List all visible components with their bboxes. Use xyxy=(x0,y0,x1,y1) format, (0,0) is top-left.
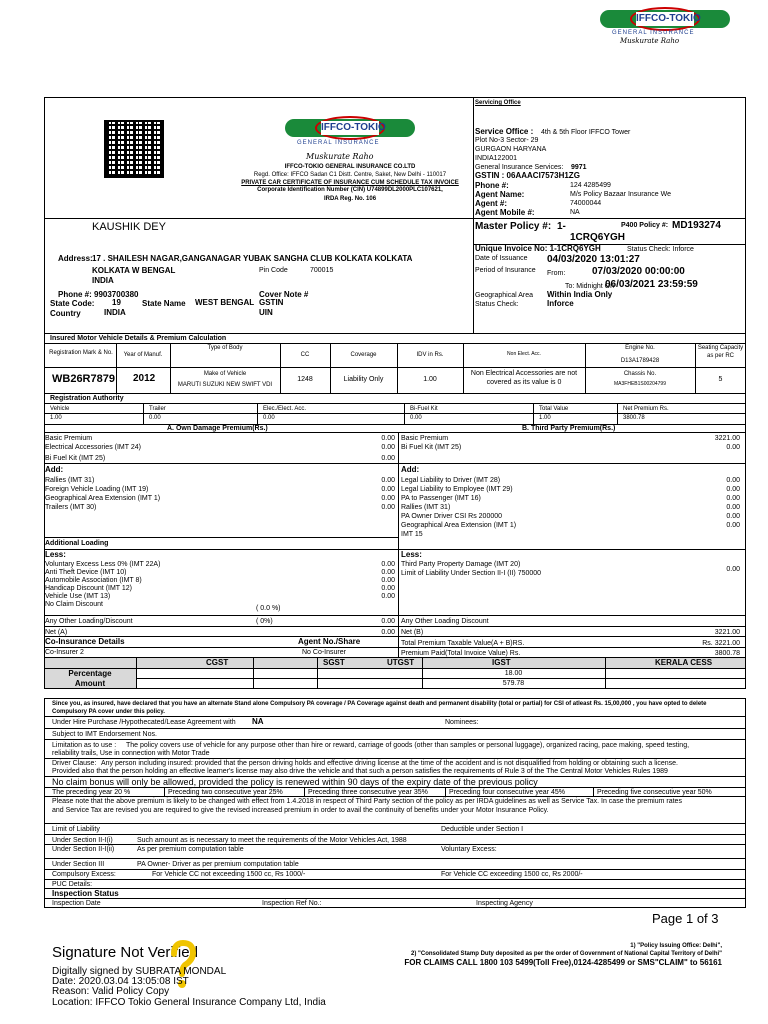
reg-auth-head: Total Value xyxy=(539,406,569,412)
terms-line14 xyxy=(44,888,746,889)
tax-head: CGST xyxy=(206,658,229,667)
h-year: Year of Manuf. xyxy=(123,352,163,358)
tax-col xyxy=(136,657,137,688)
qr-code xyxy=(104,120,164,178)
h-reg: Registration Mark & No. xyxy=(49,350,113,356)
igst-pct: 18.00 xyxy=(504,670,523,677)
insp-agency: Inspecting Agency xyxy=(476,900,533,907)
driver-label: Driver Clause: xyxy=(52,760,97,767)
terms-line7 xyxy=(44,796,746,797)
pin-label: Pin Code xyxy=(259,267,288,274)
vehicle-col1 xyxy=(116,343,117,393)
status-check-top: Status Check: Inforce xyxy=(627,246,694,253)
from-date: 07/03/2020 00:00:00 xyxy=(592,266,685,277)
signed-by: Digitally signed by SUBRATA MONDAL xyxy=(52,966,227,977)
od-net-label: Net (A) xyxy=(45,629,68,636)
od-less-label: Vehicle Use (IMT 13) xyxy=(45,593,111,600)
vol: Voluntary Excess: xyxy=(441,846,497,853)
terms-line12 xyxy=(44,869,746,870)
taxable-label: Total Premium Taxable Value(A + B)RS. xyxy=(401,640,525,647)
coins-sub-line xyxy=(44,647,746,648)
agent-name: M/s Policy Bazaar Insurance We xyxy=(570,191,672,198)
center-logo-text: IFFCO-TOKIO xyxy=(321,122,386,133)
uin-label: UIN xyxy=(259,308,273,317)
center-tagline: Muskurate Raho xyxy=(306,152,374,161)
coverage: Liability Only xyxy=(343,376,384,383)
master-policy-label: Master Policy #: xyxy=(475,221,552,232)
tp-add-val: 0.00 xyxy=(726,495,740,502)
coins-line xyxy=(44,636,746,637)
address-label: Address: xyxy=(58,254,93,263)
tp-row-val: 3221.00 xyxy=(714,435,740,442)
vehicle-top-line xyxy=(44,333,746,334)
vehicle-col5 xyxy=(397,343,398,393)
tax-head: IGST xyxy=(492,658,511,667)
od-less-label: No Claim Discount xyxy=(45,601,103,608)
tp-less-label: Third Party Property Damage (IMT 20) xyxy=(401,561,521,568)
ncb-col xyxy=(304,787,305,796)
comp2: For Vehicle CC exceeding 1500 cc, Rs 2000/- xyxy=(441,871,583,878)
nonelec-note: Non Electrical Accessories are not covered as its value is 0 xyxy=(470,370,578,386)
tax-line2 xyxy=(44,678,746,679)
s3v: PA Owner- Driver as per premium computation table xyxy=(137,861,299,868)
od-less-label: Automobile Association (IMT 8) xyxy=(45,577,142,584)
terms-line10 xyxy=(44,844,746,845)
s22: Under Section II-I(ii) xyxy=(52,846,115,853)
tp-add-label: Rallies (IMT 31) xyxy=(401,504,451,511)
od-add-val: 0.00 xyxy=(381,504,395,511)
tax-head: KERALA CESS xyxy=(655,658,713,667)
reg-auth-val: 1.00 xyxy=(50,415,62,421)
geo-value: Within India Only xyxy=(547,290,613,299)
state-code: 19 xyxy=(112,298,121,307)
tax-pct-label: Percentage xyxy=(68,669,112,678)
issuance-date: 04/03/2020 13:01:27 xyxy=(547,254,640,265)
tax-col xyxy=(317,657,318,688)
tax-col xyxy=(253,657,254,688)
tp-other-label: Any Other Loading Discount xyxy=(401,618,489,625)
gis-value: 9971 xyxy=(571,164,587,171)
driver2: Provided also that the person holding an effective learner's license may also drive the vehicle and that such a person satisfies the requirements of Rule 3 of the The Central Motor Vehicles Rules 1989 xyxy=(52,768,668,775)
tp-less-val: 0.00 xyxy=(726,566,740,573)
status-label: Status Check: xyxy=(475,301,519,308)
premium-title-line xyxy=(44,424,746,425)
ncb-item: Preceding three consecutive year 35% xyxy=(308,789,428,796)
gis-label: General Insurance Services: xyxy=(475,164,564,171)
country: INDIA xyxy=(104,308,126,317)
ncb-col xyxy=(445,787,446,796)
city: KOLKATA W BENGAL xyxy=(92,266,176,275)
od-row-val: 0.00 xyxy=(381,455,395,462)
tp-row-label: Bi Fuel Kit (IMT 25) xyxy=(401,444,462,451)
less-line xyxy=(44,549,746,550)
footnote1: 1) "Policy Issuing Office: Delhi", xyxy=(630,943,722,949)
reg-auth-head: Vehicle xyxy=(50,406,70,412)
sign-date: Date: 2020.03.04 13:05:08 IST xyxy=(52,976,189,987)
terms-line11 xyxy=(44,858,746,859)
idv: 1.00 xyxy=(423,376,437,383)
h-seat: Seating Capacity as per RC xyxy=(697,345,744,359)
vehicle-col8 xyxy=(695,343,696,393)
center-logo-sub: GENERAL INSURANCE xyxy=(297,140,380,146)
company-name: IFFCO-TOKIO GENERAL INSURANCE CO.LTD xyxy=(284,164,416,170)
chassis-label: Chassis No. xyxy=(623,371,657,377)
insp-ref: Inspection Ref No.: xyxy=(262,900,322,907)
vehicle-section-title: Insured Motor Vehicle Details & Premium Calculation xyxy=(50,335,227,342)
reg-auth-val: 0.00 xyxy=(410,415,422,421)
h-engine: Engine No. xyxy=(625,345,655,351)
office-gstin: GSTIN : 06AAACI7573H1ZG xyxy=(475,171,580,180)
logo-tagline: Muskurate Raho xyxy=(620,37,680,45)
center-logo xyxy=(285,113,415,155)
insp-status: Inspection Status xyxy=(52,889,119,898)
reg-auth-val: 1.00 xyxy=(539,415,551,421)
reg-auth-mid xyxy=(44,413,746,414)
reg-auth-head: Trailer xyxy=(149,406,166,412)
lol: Limit of Liability xyxy=(52,826,100,833)
tp-add-label: Geographical Area Extension (IMT 1) xyxy=(401,522,517,529)
to-label: To: Midnight On xyxy=(565,283,615,290)
cc: 1248 xyxy=(297,376,313,383)
agent-mobile-label: Agent Mobile #: xyxy=(475,208,535,217)
seat: 5 xyxy=(718,376,723,383)
od-less-val: 0.00 xyxy=(381,569,395,576)
h-body: Type of Body xyxy=(207,345,243,351)
invoice-no: Unique Invoice No: 1-1CRQ6YGH xyxy=(475,244,601,253)
status-value: Inforce xyxy=(547,299,574,308)
insured-phone: Phone #: 9903700380 xyxy=(58,290,139,299)
h-idv: IDV in Rs. xyxy=(416,352,444,358)
od-row-label: Electrical Accessories (IMT 24) xyxy=(45,444,141,451)
other-line xyxy=(44,615,746,616)
reg-auth-head: Elec./Elect. Acc. xyxy=(263,406,307,412)
tp-row-val: 0.00 xyxy=(726,444,740,451)
tp-add-label: PA to Passenger (IMT 16) xyxy=(401,495,481,502)
coins-no: No Co-Insurer xyxy=(302,649,346,656)
sign-location: Location: IFFCO Tokio General Insurance Company Ltd, India xyxy=(52,997,326,1008)
company-regd: Regd. Office: IFFCO Sadan C1 Distt. Centre, Saket, New Delhi - 110017 xyxy=(253,172,447,178)
tax-head: SGST xyxy=(323,658,345,667)
s21v: Such amount as is necessary to meet the requirements of the Motor Vehicles Act, 1988 xyxy=(137,837,407,844)
tp-net-val: 3221.00 xyxy=(714,629,740,636)
limitation: The policy covers use of vehicle for any purpose other than hire or reward, carriage of goods (other than samples or personal luggage), organized racing, pace making, speed testing, xyxy=(126,742,690,749)
insured-name: KAUSHIK DEY xyxy=(92,221,166,233)
country-label: Country xyxy=(50,309,81,318)
address: 17 . SHAILESH NAGAR,GANGANAGAR YUBAK SANGHA CLUB KOLKATA KOLKATA xyxy=(92,254,413,263)
od-add-val: 0.00 xyxy=(381,495,395,502)
igst-amt: 579.78 xyxy=(502,680,525,687)
h-cov: Coverage xyxy=(350,352,377,358)
tp-add-label: Legal Liability to Employee (IMT 29) xyxy=(401,486,513,493)
net-line xyxy=(44,626,746,627)
coins-co2: Co-Insurer 2 xyxy=(45,649,84,656)
od-add-label: Trailers (IMT 30) xyxy=(45,504,97,511)
limitation-label: Limitation as to use : xyxy=(52,742,117,749)
comp: Compulsory Excess: xyxy=(52,871,116,878)
od-other-label: Any Other Loading/Discount xyxy=(45,618,133,625)
from-label: From: xyxy=(547,270,566,277)
od-add-label: Foreign Vehicle Loading (IMT 19) xyxy=(45,486,149,493)
gstin-label: GSTIN xyxy=(259,298,284,307)
h-nonelec: Non Elect. Acc. xyxy=(507,351,541,357)
tp-add-label: Legal Liability to Driver (IMT 28) xyxy=(401,477,501,484)
reg-auth-top xyxy=(44,393,746,394)
tax-line1 xyxy=(44,668,746,669)
note2: and Service Tax are revised you are required to give the revised increased premium in order to avail the continuity of benefits under your Motor Insurance Policy. xyxy=(52,807,549,814)
s21: Under Section II-I(i) xyxy=(52,837,113,844)
od-row-label: Bi Fuel Kit (IMT 25) xyxy=(45,455,106,462)
agent-mobile: NA xyxy=(570,209,580,216)
tp-add-val: 0.00 xyxy=(726,477,740,484)
agent-name-label: Agent Name: xyxy=(475,190,525,199)
od-less-val: 0.00 xyxy=(381,577,395,584)
company-cin: Corporate Identification Number (CIN) U74899DL2000PLC107621, xyxy=(257,187,443,193)
od-less-val: 0.00 xyxy=(381,593,395,600)
vehicle-header-line xyxy=(44,343,746,344)
servicing-office-heading: Servicing Office xyxy=(475,100,521,106)
addl-line xyxy=(44,537,398,538)
od-title: A. Own Damage Premium(Rs.) xyxy=(167,425,268,432)
s3: Under Section III xyxy=(52,861,105,868)
service-office-line3: GURGAON HARYANA xyxy=(475,146,547,153)
terms-line4 xyxy=(44,758,746,759)
p400-label: P400 Policy #: xyxy=(621,222,669,229)
header-logo xyxy=(600,4,730,48)
state-name-label: State Name xyxy=(142,299,186,308)
vehicle-col3 xyxy=(280,343,281,393)
tp-less-label: Limit of Liability Under Section II-I (II) 750000 xyxy=(401,570,542,577)
office-phone: 124 4285499 xyxy=(570,182,611,189)
pin: 700015 xyxy=(310,267,334,274)
od-row-label: Basic Premium xyxy=(45,435,93,442)
ded: Deductible under Section I xyxy=(441,826,524,833)
od-other-pct: ( 0%) xyxy=(256,618,273,625)
chassis: MA3FHEB1S00204799 xyxy=(614,381,666,387)
tp-title: B. Third Party Premium(Rs.) xyxy=(522,425,616,432)
h-cc: CC xyxy=(300,352,310,358)
od-add-label: Rallies (IMT 31) xyxy=(45,477,95,484)
tp-add-label: PA Owner Driver CSI Rs 200000 xyxy=(401,513,503,520)
agent-no-label: Agent #: xyxy=(475,199,507,208)
service-office-line4: INDIA122001 xyxy=(475,155,518,162)
terms-line8 xyxy=(44,823,746,824)
agent-share: Agent No./Share xyxy=(298,637,361,646)
ncb-col xyxy=(164,787,165,796)
logo-text: IFFCO-TOKIO xyxy=(636,13,701,24)
tp-add-label: IMT 15 xyxy=(401,531,423,538)
addl-loading: Additional Loading xyxy=(45,540,109,547)
ncb-item: The preceding year 20 % xyxy=(52,789,131,796)
service-office-line1: 4th & 5th Floor IFFCO Tower xyxy=(541,129,631,136)
agent-no: 74000044 xyxy=(570,200,602,207)
od-other-val: 0.00 xyxy=(381,618,395,625)
engine: D13A1789428 xyxy=(620,358,660,364)
od-add-label: Geographical Area Extension (IMT 1) xyxy=(45,495,161,502)
terms-line13 xyxy=(44,879,746,880)
tp-less: Less: xyxy=(401,550,422,559)
od-net-val: 0.00 xyxy=(381,629,395,636)
reg-auth-val: 3800.78 xyxy=(623,415,645,421)
to-date: 06/03/2021 23:59:59 xyxy=(605,279,698,290)
ncb-item: Preceding five consecutive year 50% xyxy=(597,789,712,796)
puc: PUC Details: xyxy=(52,881,93,888)
paid-val: 3800.78 xyxy=(714,650,740,657)
tax-line3 xyxy=(44,688,746,689)
tp-add: Add: xyxy=(401,465,420,474)
s22v: As per premium computation table xyxy=(137,846,244,853)
master-policy-no-2: 1CRQ6YGH xyxy=(570,232,626,243)
od-less: Less: xyxy=(45,550,66,559)
od-less-val: 0.00 xyxy=(381,561,395,568)
vehicle-col4 xyxy=(330,343,331,393)
od-less-label: Voluntary Excess Less 0% (IMT 22A) xyxy=(45,561,161,568)
reg-auth-head: Net Premium Rs. xyxy=(623,406,669,412)
master-policy-no: 1- xyxy=(557,221,566,232)
period-label: Period of Insurance xyxy=(475,267,536,274)
coins-title: Co-Insurance Details xyxy=(45,637,125,646)
terms-line15 xyxy=(44,898,746,899)
vehicle-col6 xyxy=(463,343,464,393)
tp-row-label: Basic Premium xyxy=(401,435,449,442)
terms-line3 xyxy=(44,739,746,740)
tax-amt-label: Amount xyxy=(74,679,106,688)
page-number: Page 1 of 3 xyxy=(652,911,719,926)
make: MARUTI SUZUKI NEW SWIFT VDI xyxy=(177,382,273,388)
certificate-title: PRIVATE CAR CERTIFICATE OF INSURANCE CUM SCHEDULE TAX INVOICE xyxy=(241,180,459,186)
noclaim: No claim bonus will only be allowed, provided the policy is renewed within 90 days of the expiry date of the previous policy xyxy=(52,777,538,787)
tp-add-val: 0.00 xyxy=(726,522,740,529)
vehicle-mid-line xyxy=(44,367,746,368)
office-divider xyxy=(473,97,474,333)
country-line: INDIA xyxy=(92,276,114,285)
terms-line1 xyxy=(44,716,746,717)
state-code-label: State Code: xyxy=(50,299,95,308)
premium-sub-line xyxy=(44,432,746,433)
comp1: For Vehicle CC not exceeding 1500 cc, Rs 1000/- xyxy=(152,871,306,878)
issuance-label: Date of Issuance xyxy=(475,255,528,262)
declaration: Since you, as insured, have declared that you have an alternate Stand alone Compulsory PA coverage / PA Coverage against death and permanent disability (total or partial) for CSI of atleast Rs. 15,00,000 , you have opted to delete Compulsory PA cover under this policy. xyxy=(52,701,707,716)
terms-line6 xyxy=(44,787,746,788)
od-add-val: 0.00 xyxy=(381,477,395,484)
od-row-val: 0.00 xyxy=(381,444,395,451)
od-less-label: Anti Theft Device (IMT 10) xyxy=(45,569,127,576)
nominees: Nominees: xyxy=(445,719,479,726)
ncb-col xyxy=(593,787,594,796)
p400-no: MD193274 xyxy=(672,220,721,231)
service-office-label: Service Office : xyxy=(475,127,534,136)
tp-add-val: 0.00 xyxy=(726,486,740,493)
ncb-item: Preceding four consecutive year 45% xyxy=(449,789,565,796)
od-row-val: 0.00 xyxy=(381,435,395,442)
note1: Please note that the above premium is likely to be changed with effect from 1.4.2018 in respect of Third Party section of the policy as per IRDA guidelines as well as Service Tax. In case the premium rates xyxy=(52,798,682,805)
service-office-line2: Plot No-3 Sector- 29 xyxy=(475,137,539,144)
limitation2: reliability trails, Use in connection with Motor Trade xyxy=(52,750,210,757)
office-phone-label: Phone #: xyxy=(475,181,509,190)
driver: Any person including insured: provided that the person driving holds and effective driving license at the time of the accident and is not disqualified from holding or obtaining such a license. xyxy=(101,760,678,767)
sign-reason: Reason: Valid Policy Copy xyxy=(52,986,170,997)
taxable-val: Rs. 3221.00 xyxy=(702,640,740,647)
premium-divider xyxy=(398,432,399,662)
paid-label: Premium Paid(Total Invoice Value) Rs. xyxy=(401,650,521,657)
hire: NA xyxy=(252,717,264,726)
reg-auth-val: 0.00 xyxy=(263,415,275,421)
reg-auth-h-line xyxy=(44,403,746,404)
claims-line: FOR CLAIMS CALL 1800 103 5499(Toll Free),0124-4285499 or SMS"CLAIM" to 56161 xyxy=(404,958,722,967)
signature-status: Signature Not Verified xyxy=(52,944,198,961)
imt-endorse: Subject to IMT Endorsement Nos. xyxy=(52,731,157,738)
insp-date: Inspection Date xyxy=(52,900,101,907)
state-name: WEST BENGAL xyxy=(195,298,255,307)
tax-col xyxy=(605,657,606,688)
reg-auth-val: 0.00 xyxy=(149,415,161,421)
tax-head: UTGST xyxy=(387,658,415,667)
terms-line2 xyxy=(44,728,746,729)
geo-label: Geographical Area xyxy=(475,292,533,299)
od-ncd-pct: ( 0.0 %) xyxy=(256,605,281,612)
od-less-val: 0.00 xyxy=(381,585,395,592)
insured-top-line xyxy=(44,218,746,219)
add-line xyxy=(44,463,746,464)
ncb-item: Preceding two consecutive year 25% xyxy=(168,789,283,796)
od-less-label: Handicap Discount (IMT 12) xyxy=(45,585,133,592)
tp-add-val: 0.00 xyxy=(726,504,740,511)
irda-reg: IRDA Reg. No. 106 xyxy=(323,196,377,202)
logo-subtext: GENERAL INSURANCE xyxy=(612,30,695,36)
od-add-val: 0.00 xyxy=(381,486,395,493)
hire-label: Under Hire Purchase /Hypothecated/Lease Agreement with xyxy=(52,719,236,726)
make-label: Make of Vehicle xyxy=(203,371,247,377)
year: 2012 xyxy=(133,373,156,384)
footnote2: 2) "Consolidated Stamp Duty deposited as per the order of Government of National Capital Territory of Delhi" xyxy=(411,951,722,957)
tp-add-val: 0.00 xyxy=(726,513,740,520)
od-add: Add: xyxy=(45,465,64,474)
reg-auth-head: Bi-Fuel Kit xyxy=(410,406,438,412)
cover-note: Cover Note # xyxy=(259,290,309,299)
reg-auth-title: Registration Authority xyxy=(50,395,124,402)
terms-line9 xyxy=(44,834,746,835)
tp-net-label: Net (B) xyxy=(401,629,424,636)
reg-no: WB26R7879 xyxy=(52,373,115,385)
